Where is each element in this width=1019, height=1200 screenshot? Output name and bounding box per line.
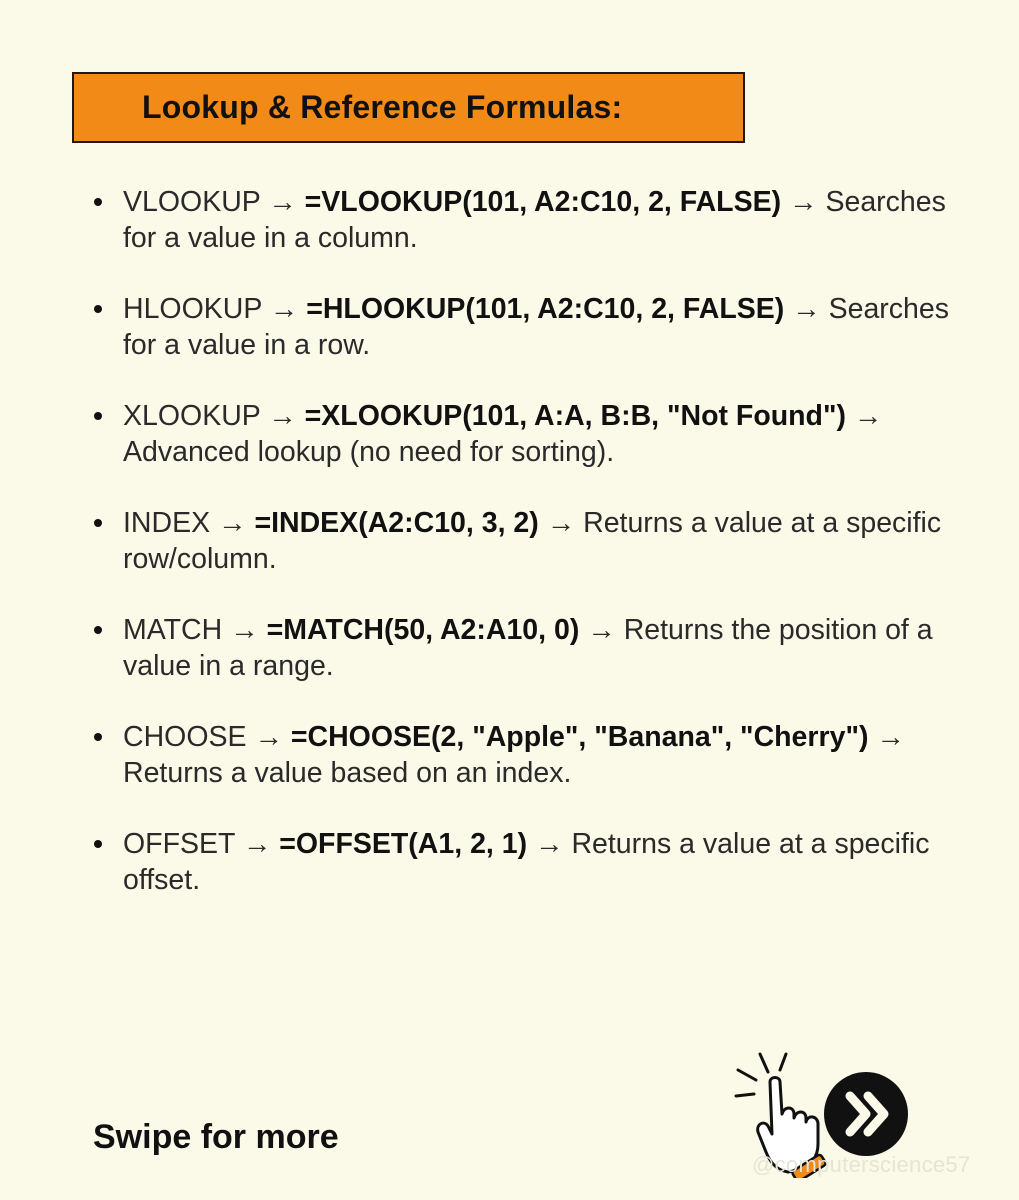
arrow-icon: →: [853, 400, 883, 432]
function-description: Returns the position of a value in a range.: [123, 614, 933, 682]
formula-example: =CHOOSE(2, "Apple", "Banana", "Cherry"): [290, 721, 869, 753]
function-name: HLOOKUP: [123, 293, 262, 325]
arrow-icon: →: [876, 721, 905, 753]
list-item: [92, 719, 952, 791]
list-item: [92, 826, 952, 898]
arrow-icon: →: [269, 293, 299, 325]
function-description: Searches for a value in a column.: [123, 186, 946, 254]
formula-list: [92, 184, 952, 933]
bullet-icon: [94, 733, 102, 741]
function-name: VLOOKUP: [123, 186, 261, 218]
bullet-icon: [94, 840, 102, 848]
function-name: OFFSET: [123, 828, 235, 860]
formula-example: =INDEX(A2:C10, 3, 2): [254, 507, 539, 539]
function-description: Returns a value at a specific offset.: [123, 828, 930, 896]
page-title: Lookup & Reference Formulas:: [142, 89, 623, 125]
bullet-icon: [94, 519, 102, 527]
arrow-icon: →: [546, 507, 576, 539]
function-name: CHOOSE: [123, 721, 247, 753]
swipe-label: Swipe for more: [93, 1118, 339, 1156]
bullet-icon: [94, 198, 102, 206]
arrow-icon: →: [218, 507, 247, 539]
bullet-icon: [94, 626, 102, 634]
arrow-icon: →: [230, 614, 259, 646]
function-description: Searches for a value in a row.: [123, 293, 949, 361]
function-name: INDEX: [123, 507, 211, 539]
formula-example: =VLOOKUP(101, A2:C10, 2, FALSE): [304, 186, 782, 218]
function-description: Advanced lookup (no need for sorting).: [123, 436, 615, 468]
formula-example: =OFFSET(A1, 2, 1): [279, 828, 528, 860]
list-item: [92, 612, 952, 684]
arrow-icon: →: [789, 186, 818, 218]
list-item: [92, 184, 952, 256]
formula-example: =HLOOKUP(101, A2:C10, 2, FALSE): [306, 293, 785, 325]
arrow-icon: →: [535, 828, 564, 860]
formula-example: =XLOOKUP(101, A:A, B:B, "Not Found"): [304, 400, 846, 432]
function-name: XLOOKUP: [123, 400, 261, 432]
arrow-icon: →: [792, 293, 821, 325]
arrow-icon: →: [268, 400, 297, 432]
bullet-icon: [94, 305, 102, 313]
title-box: [72, 72, 745, 143]
watermark: @computerscience57: [752, 1152, 971, 1177]
list-item: [92, 291, 952, 363]
function-description: Returns a value at a specific row/column.: [123, 507, 942, 575]
arrow-icon: →: [242, 828, 272, 860]
arrow-icon: →: [587, 614, 616, 646]
list-item: [92, 398, 952, 470]
arrow-icon: →: [254, 721, 283, 753]
function-name: MATCH: [123, 614, 223, 646]
formula-example: =MATCH(50, A2:A10, 0): [266, 614, 580, 646]
bullet-icon: [94, 412, 102, 420]
arrow-icon: →: [268, 186, 297, 218]
function-description: Returns a value based on an index.: [123, 757, 572, 789]
list-item: [92, 505, 952, 577]
